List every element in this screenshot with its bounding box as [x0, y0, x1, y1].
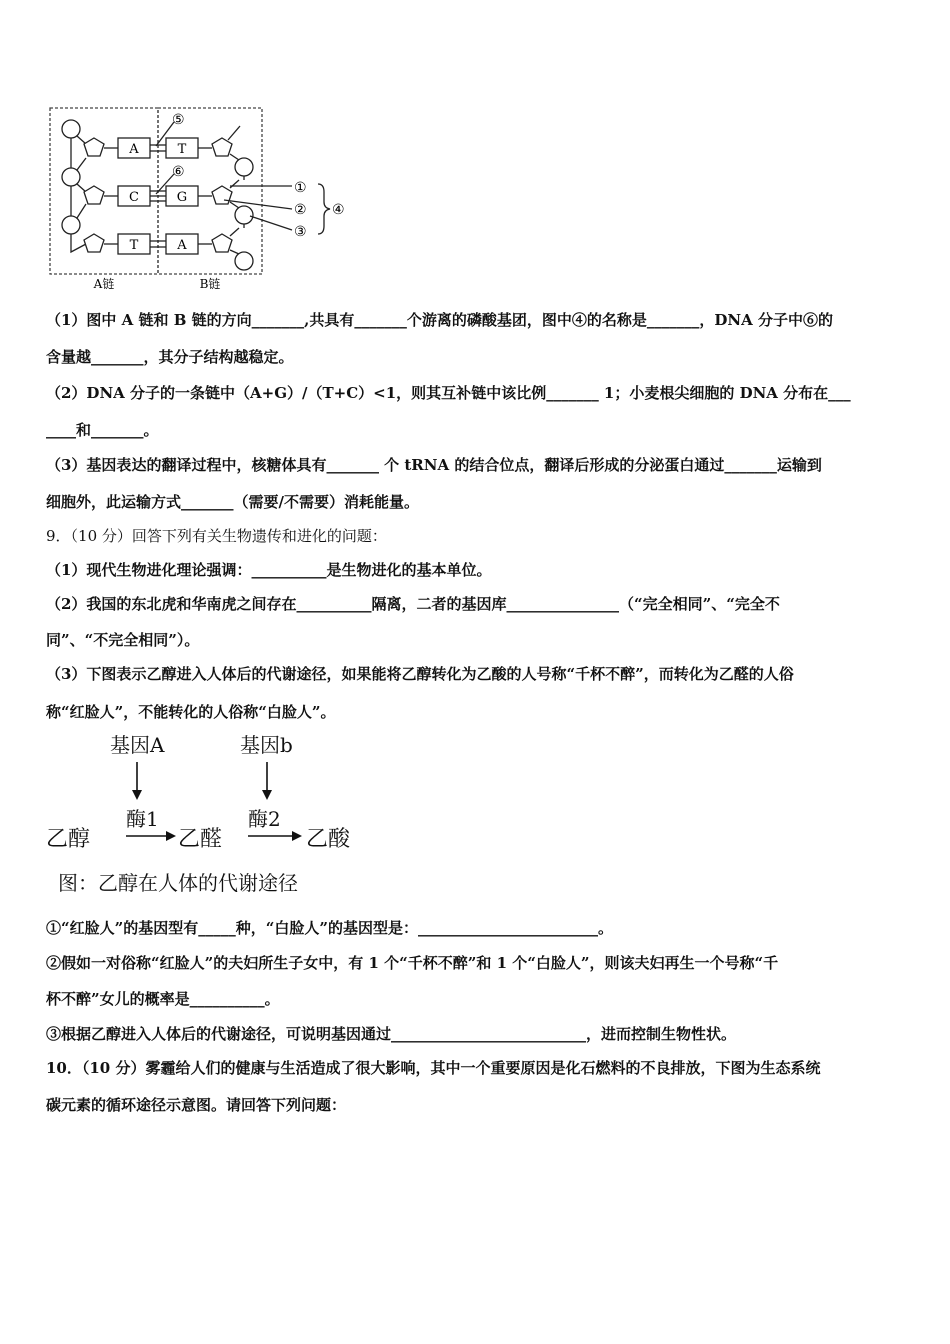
q9-sub2-line1: ②假如一对俗称“红脸人”的夫妇所生子女中，有 1 个“千杯不醉”和 1 个“白脸人”，则该夫妇再生一个号称“千: [46, 954, 779, 972]
q9-part2-line2: 同”、“不完全相同”）。: [46, 631, 200, 649]
enzyme2-label: 酶2: [248, 807, 281, 831]
q9-title: 9．（10 分）回答下列有关生物遗传和进化的问题：: [46, 527, 387, 545]
base-left-3-label: T: [129, 238, 139, 253]
dna-structure-diagram: [46, 104, 356, 294]
phosphate-right-3: [235, 252, 253, 270]
pathway-caption: 图：乙醇在人体的代谢途径: [58, 871, 298, 895]
q8-part1-line2: 含量越_______，其分子结构越稳定。: [46, 348, 294, 366]
callout-2: ②: [294, 202, 307, 218]
pentose-left-3: [84, 234, 104, 252]
phosphate-left-1: [62, 120, 80, 138]
pentose-left-2: [84, 186, 104, 204]
q8-part1-line1: （1）图中 A 链和 B 链的方向_______,共具有_______个游离的磷酸基团，图中④的名称是_______，DNA 分子中⑥的: [46, 311, 833, 329]
base-right-1-label: T: [177, 142, 187, 157]
callout-5: ⑤: [172, 112, 185, 128]
phosphate-left-3: [62, 216, 80, 234]
q8-part3-line2: 细胞外，此运输方式_______（需要/不需要）消耗能量。: [46, 493, 419, 511]
acetaldehyde-label: 乙醛: [178, 827, 223, 852]
base-left-2-label: C: [129, 190, 139, 205]
gene-a-label: 基因A: [110, 733, 165, 757]
q9-part2-line1: （2）我国的东北虎和华南虎之间存在__________隔离，二者的基因库_______________（“完全相同”、“完全不: [46, 595, 780, 613]
callout-6: ⑥: [172, 164, 185, 180]
q8-part2-line1: （2）DNA 分子的一条链中（A+G）/（T+C）<1，则其互补链中该比例_______ 1；小麦根尖细胞的 DNA 分布在___: [46, 384, 851, 402]
pentose-left-1: [84, 138, 104, 156]
q10-line1: 10．（10 分）雾霾给人们的健康与生活造成了很大影响，其中一个重要原因是化石燃料的不良排放，下图为生态系统: [46, 1059, 821, 1077]
q9-part3-line1: （3）下图表示乙醇进入人体后的代谢途径，如果能将乙醇转化为乙酸的人号称“千杯不醉”，而转化为乙醛的人俗: [46, 665, 794, 683]
base-right-3-label: A: [177, 238, 187, 253]
phosphate-right-2: [235, 206, 253, 224]
q9-part3-line2: 称“红脸人”，不能转化的人俗称“白脸人”。: [46, 703, 336, 721]
q8-part2-line2: ____和_______。: [46, 421, 159, 439]
pentose-right-3: [212, 234, 232, 252]
q9-sub2-line2: 杯不醉”女儿的概率是__________。: [46, 990, 280, 1008]
q9-part1: （1）现代生物进化理论强调：__________是生物进化的基本单位。: [46, 561, 492, 579]
base-left-1-label: A: [129, 142, 139, 157]
phosphate-right-1: [235, 158, 253, 176]
base-right-2-label: G: [176, 190, 188, 205]
acetic-acid-label: 乙酸: [306, 827, 351, 852]
enzyme1-label: 酶1: [126, 807, 159, 831]
q9-sub1: ①“红脸人”的基因型有_____种，“白脸人”的基因型是：________________________。: [46, 919, 614, 937]
phosphate-left-2: [62, 168, 80, 186]
q9-sub3: ③根据乙醇进入人体后的代谢途径，可说明基因通过__________________________，进而控制生物性状。: [46, 1025, 737, 1043]
ethanol-label: 乙醇: [46, 827, 91, 852]
gene-b-label: 基因b: [240, 733, 293, 757]
pentose-right-1: [212, 138, 232, 156]
ethanol-metabolism-diagram: [40, 728, 370, 898]
callout-3: ③: [294, 224, 307, 240]
callout-4: ④: [332, 202, 345, 218]
q8-part3-line1: （3）基因表达的翻译过程中，核糖体具有_______ 个 tRNA 的结合位点，翻译后形成的分泌蛋白通过_______运输到: [46, 456, 822, 474]
callout-1: ①: [294, 180, 307, 196]
chain-a-label: A链: [93, 277, 115, 291]
q10-line2: 碳元素的循环途径示意图。请回答下列问题：: [46, 1096, 347, 1114]
chain-b-label: B链: [199, 277, 221, 291]
